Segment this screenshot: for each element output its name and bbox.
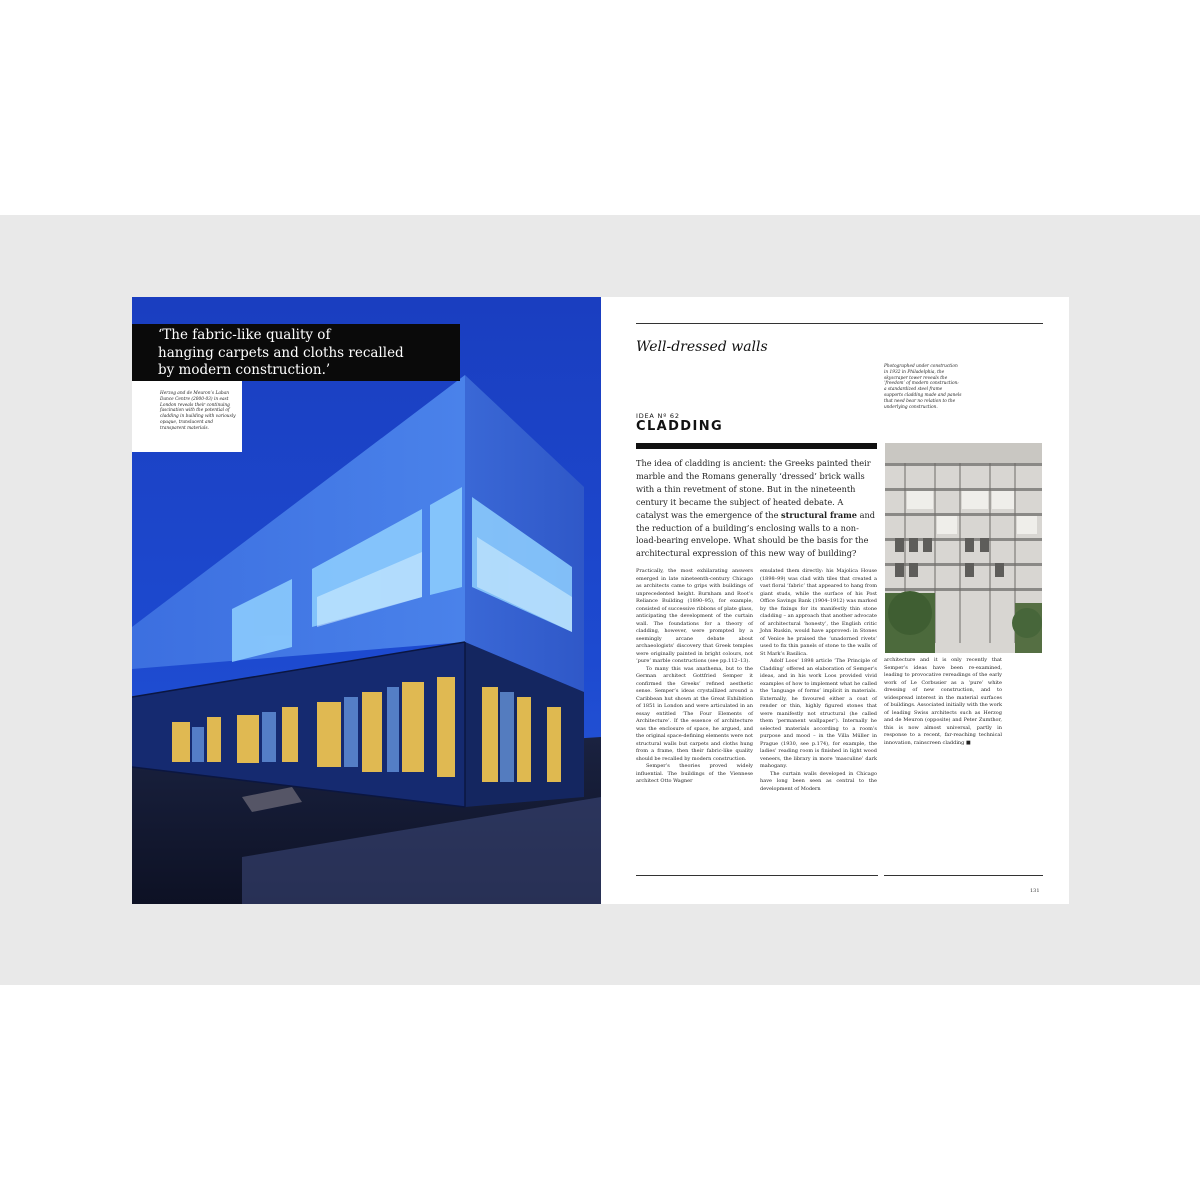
- left-page: [132, 297, 601, 904]
- intro-bold-term: structural frame: [781, 509, 858, 520]
- col2-paragraph-2: Adolf Loos’ 1898 article ‘The Principle of Cladding’ offered an elaboration of Semper’s ideas, and in his work Loos provided vivid examples of how to implement what he called the ‘language of forms’ implicit in materials. Externally, he favoured either a coat of render or thin, highly figured stones that were manifestly not structural (he called them ‘permanent wallpaper’). Internally he selected materials according to a room’s purpose and mood – in the Villa Müller in Prague (1930, see p.174), for example, the ladies’ reading room is finished in light wood veneers, the library in more ‘masculine’ dark mahogany.: [760, 658, 877, 769]
- col1-paragraph-1: Practically, the most exhilarating answers emerged in late nineteenth-century Chicago as architects came to grips with buildings of unprecedented height. Burnham and Root’s Reliance Building (1890–95), for example, consisted of successive ribbons of plate glass, anticipating the development of the curtain wall. The foundations for a theory of cladding, however, were prompted by a seemingly arcane debate about archaeologists’ discovery that Greek temples were originally painted in bright colours, not ‘pure’ marble constructions (see pp.112–13).: [636, 568, 753, 664]
- bottom-rule-col1: [636, 875, 878, 876]
- body-column-1: [636, 568, 753, 786]
- section-title: Well-dressed walls: [636, 339, 768, 355]
- title-bar: [636, 443, 877, 449]
- photo-caption: Herzog and de Meuron’s Laban Dance Centre (2000-03) in east London reveals their continuing fascination with the potential of cladding in building with variously opaque, translucent and transparent materials.: [160, 391, 236, 431]
- page-number: 131: [1030, 888, 1040, 894]
- intro-text-before: The idea of cladding is ancient: the Greeks painted their marble and the Romans generally ‘dressed’ brick walls with a thin revetment of stone. But in the nineteenth century it became the subject of heated debate. A catalyst was the emergence of the: [636, 458, 871, 520]
- idea-label: IDEA Nº 62: [636, 412, 680, 420]
- pull-quote-box: [132, 324, 460, 381]
- body-column-3: architecture and it is only recently that Semper’s ideas have been re-examined, leading to provocative rereadings of the early work of Le Corbusier as a ‘pure’ white dressing of new construction, and to widespread interest in the material surfaces of buildings. Associated initially with the work of leading Swiss architects such as Herzog and de Meuron (opposite) and Peter Zumthor, this is now almost universal, partly in response to a recent, far-reaching technical innovation, rainscreen cladding ■: [884, 657, 1002, 746]
- intro-text-after: and the reduction of a building’s enclosing walls to a non-load-bearing envelope. What should be the basis for the architectural expression of this new way of building?: [636, 509, 876, 559]
- body-column-2: [760, 568, 877, 793]
- pull-quote: ‘The fabric-like quality of hanging carpets and cloths recalled by modern construction.’: [158, 327, 404, 378]
- idea-title: CLADDING: [636, 419, 724, 434]
- right-page: [601, 297, 1069, 904]
- intro-paragraph: [636, 457, 878, 560]
- skyscraper-construction-photo: [885, 443, 1042, 653]
- top-rule: [636, 323, 1043, 324]
- col2-paragraph-3: The curtain walls developed in Chicago have long been seen as central to the development of Modern: [760, 770, 877, 792]
- building-photo-caption: Photographed under construction in 1932 in Philadelphia, the skyscraper tower reveals the ‘freedom’ of modern construction: a standardized steel frame supports cladding made and panels that need bear no relation to the underlying construction.: [884, 364, 962, 410]
- photo-caption-box: [132, 381, 242, 452]
- bottom-rule-col3: [884, 875, 1043, 876]
- col1-paragraph-2: To many this was anathema, but to the German architect Gottfried Semper it confirmed the Greeks’ refined aesthetic sense. Semper’s ideas crystallized around a Caribbean hut shown at the Great Exhibition of 1851 in London and were articulated in an essay entitled ‘The Four Elements of Architecture’. If the essence of architecture was the enclosure of space, he argued, and the original space-defining elements were not structural walls but carpets and cloths hung from a frame, then their fabric-like quality should be recalled by modern construction.: [636, 665, 753, 762]
- col2-paragraph-1: emulated them directly: his Majolica House (1898–99) was clad with tiles that created a vast floral ‘fabric’ that appeared to hang from giant studs, while the surface of his Post Office Savings Bank (1904–1912) was marked by the fixings for its manifestly thin stone cladding – an approach that another advocate of architectural ‘honesty’, the English critic John Ruskin, would have approved: in Stones of Venice he praised the ‘unadorned rivets’ used to fix thin panels of stone to the walls of St Mark’s Basilica.: [760, 568, 877, 657]
- col1-paragraph-3: Semper’s theories proved widely influential. The buildings of the Viennese architect Otto Wagner: [636, 763, 753, 784]
